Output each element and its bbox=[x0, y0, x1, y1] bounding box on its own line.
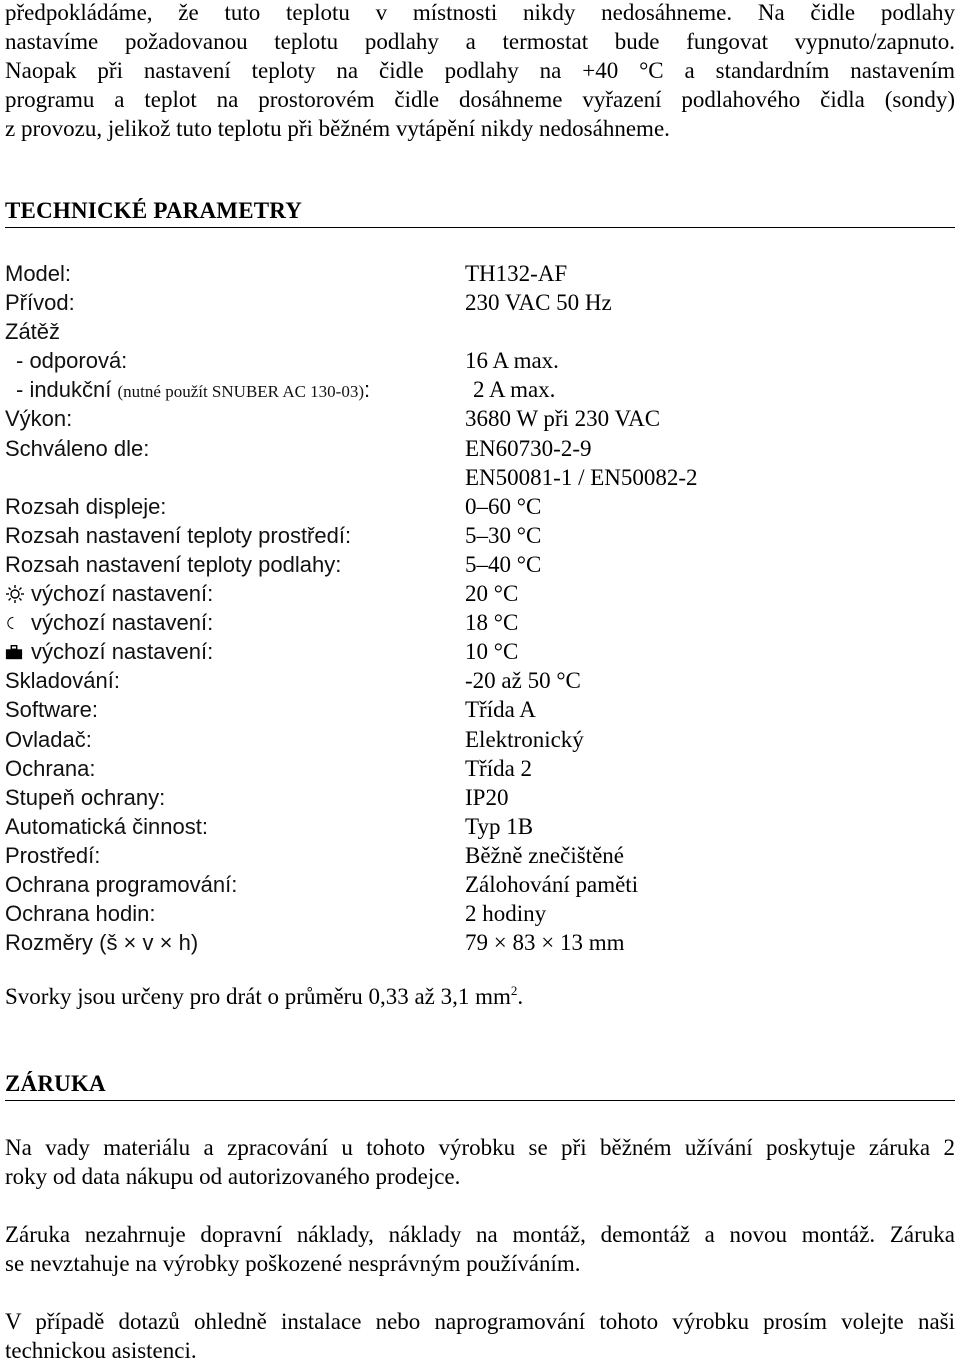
parameter-value: Elektronický bbox=[465, 726, 584, 752]
parameter-row bbox=[5, 579, 955, 608]
parameter-label-text: Model: bbox=[5, 261, 72, 286]
parameter-label bbox=[5, 695, 98, 724]
wires-note-text: Svorky jsou určeny pro drát o průměru 0,33 až 3,1 mm bbox=[5, 984, 511, 1009]
parameter-value: Běžně znečištěné bbox=[465, 842, 624, 868]
parameter-value: 18 °C bbox=[465, 610, 519, 636]
warranty-paragraph-1 bbox=[5, 1133, 955, 1191]
sun-icon bbox=[5, 582, 25, 602]
parameter-label bbox=[5, 579, 213, 608]
parameter-label bbox=[16, 346, 127, 375]
intro-line: programu a teplot na prostorovém čidle dosáhneme vyřazení podlahového čidla (sondy) bbox=[5, 87, 955, 112]
parameter-row bbox=[5, 288, 955, 317]
parameter-label bbox=[5, 492, 166, 521]
parameter-label-text: Prostředí: bbox=[5, 842, 101, 868]
warranty-line: roky od data nákupu od autorizovaného prodejce. bbox=[5, 1164, 461, 1189]
parameter-label-text: Rozměry (š × v × h) bbox=[5, 930, 199, 956]
parameter-value: Zálohování paměti bbox=[465, 871, 639, 897]
parameter-value: EN50081-1 / EN50082-2 bbox=[465, 464, 698, 490]
parameter-label-text: Skladování: bbox=[5, 668, 120, 694]
warranty-line: V případě dotazů ohledně instalace nebo naprogramování tohoto výrobku prosím volejte naši bbox=[5, 1309, 955, 1334]
parameter-label bbox=[5, 317, 60, 346]
parameter-label bbox=[5, 550, 341, 579]
parameter-label-text: Přívod: bbox=[5, 290, 75, 316]
parameter-row bbox=[5, 259, 955, 288]
parameter-row bbox=[5, 666, 955, 695]
parameter-label bbox=[5, 666, 120, 695]
parameter-value: 10 °C bbox=[465, 639, 519, 665]
parameter-row bbox=[5, 608, 955, 637]
parameter-label bbox=[5, 899, 155, 928]
section-title-technical: TECHNICKÉ PARAMETRY bbox=[5, 198, 955, 228]
intro-paragraph bbox=[5, 0, 955, 143]
parameter-row bbox=[5, 492, 955, 521]
parameter-label bbox=[5, 521, 351, 550]
parameter-value: -20 až 50 °C bbox=[465, 668, 581, 694]
parameter-row bbox=[5, 695, 955, 724]
parameter-value: 5–40 °C bbox=[465, 551, 542, 577]
parameter-label bbox=[5, 288, 75, 317]
parameter-label-text: výchozí nastavení: bbox=[31, 639, 214, 665]
parameter-label-text: Rozsah nastavení teploty podlahy: bbox=[5, 551, 342, 577]
wires-note-sup: 2 bbox=[510, 983, 518, 998]
parameter-value: 79 × 83 × 13 mm bbox=[465, 930, 625, 956]
parameter-label-text: Automatická činnost: bbox=[5, 813, 208, 839]
parameter-label bbox=[5, 608, 213, 637]
parameter-row bbox=[5, 899, 955, 928]
warranty-line: se nevztahuje na výrobky poškozené nesprávným používáním. bbox=[5, 1251, 581, 1276]
parameter-label bbox=[5, 754, 96, 783]
parameter-label bbox=[5, 841, 100, 870]
parameter-value: Typ 1B bbox=[465, 813, 534, 839]
parameter-row bbox=[5, 317, 955, 346]
parameter-label bbox=[5, 434, 149, 463]
parameter-value: 230 VAC 50 Hz bbox=[465, 290, 612, 316]
parameter-row bbox=[5, 870, 955, 899]
parameter-row bbox=[5, 754, 955, 783]
parameter-value: 2 hodiny bbox=[465, 901, 547, 927]
parameter-label-text: Výkon: bbox=[5, 406, 73, 432]
parameter-row bbox=[5, 550, 955, 579]
parameter-label-text: výchozí nastavení: bbox=[31, 581, 214, 607]
parameter-label-text: Rozsah nastavení teploty prostředí: bbox=[5, 522, 352, 548]
parameter-row bbox=[5, 463, 955, 492]
parameter-label bbox=[5, 870, 237, 899]
parameter-label-text: Software: bbox=[5, 697, 98, 723]
parameter-label-note: (nutné použít SNUBER AC 130-03) bbox=[117, 382, 365, 402]
warranty-line: Na vady materiálu a zpracování u tohoto výrobku se při běžném užívání poskytuje záruka 2 bbox=[5, 1135, 955, 1160]
parameter-value: TH132-AF bbox=[465, 261, 568, 286]
parameter-label bbox=[5, 725, 92, 754]
parameter-label bbox=[5, 259, 71, 288]
parameter-row bbox=[5, 375, 955, 404]
parameter-label-text: Ochrana hodin: bbox=[5, 901, 156, 927]
wires-note bbox=[5, 983, 523, 1010]
parameter-row bbox=[5, 404, 955, 433]
parameter-value: 16 A max. bbox=[465, 348, 559, 374]
parameter-label-text: - indukční bbox=[16, 377, 112, 403]
parameter-label-text: výchozí nastavení: bbox=[31, 610, 214, 636]
parameter-label bbox=[5, 928, 198, 957]
parameter-row bbox=[5, 521, 955, 550]
parameter-label-text: Ochrana programování: bbox=[5, 871, 238, 897]
parameter-value: 3680 W při 230 VAC bbox=[465, 406, 661, 432]
parameter-label-text: Ovladač: bbox=[5, 726, 92, 752]
wires-note-end: . bbox=[517, 984, 524, 1009]
parameter-row bbox=[5, 637, 955, 666]
parameter-value: Třída A bbox=[465, 697, 536, 723]
parameter-label bbox=[5, 812, 208, 841]
parameter-value: 0–60 °C bbox=[465, 493, 542, 519]
parameter-row bbox=[5, 841, 955, 870]
warranty-line: Záruka nezahrnuje dopravní náklady, náklady na montáž, demontáž a novou montáž. Záruka bbox=[5, 1222, 955, 1247]
parameter-row bbox=[5, 783, 955, 812]
suitcase-icon bbox=[5, 640, 25, 660]
parameter-label-text: Schváleno dle: bbox=[5, 435, 150, 461]
parameter-label-text: Stupeň ochrany: bbox=[5, 784, 166, 810]
intro-line: předpokládáme, že tuto teplotu v místnosti nikdy nedosáhneme. Na čidle podlahy bbox=[5, 0, 955, 25]
parameter-label bbox=[5, 637, 213, 666]
parameter-value: EN60730-2-9 bbox=[465, 435, 592, 461]
parameter-label-text: Zátěž bbox=[5, 319, 61, 345]
parameter-value: 2 A max. bbox=[473, 377, 556, 403]
parameter-label bbox=[16, 375, 370, 406]
parameter-label bbox=[5, 783, 165, 812]
parameter-label-text: - odporová: bbox=[16, 348, 128, 374]
parameter-row bbox=[5, 346, 955, 375]
moon-icon bbox=[5, 611, 25, 631]
warranty-paragraph-2 bbox=[5, 1220, 955, 1278]
parameter-value: IP20 bbox=[465, 784, 509, 810]
parameter-row bbox=[5, 812, 955, 841]
parameter-label-suffix: : bbox=[364, 377, 371, 403]
section-title-warranty: ZÁRUKA bbox=[5, 1071, 955, 1101]
intro-line: z provozu, jelikož tuto teplotu při běžném vytápění nikdy nedosáhneme. bbox=[5, 116, 670, 141]
warranty-line: technickou asistenci. bbox=[5, 1338, 197, 1363]
intro-line: Naopak při nastavení teploty na čidle podlahy na +40 °C a standardním nastavením bbox=[5, 58, 955, 83]
parameter-label-text: Ochrana: bbox=[5, 755, 96, 781]
parameter-value: Třída 2 bbox=[465, 755, 533, 781]
parameters-table bbox=[5, 259, 955, 957]
parameter-label-text: Rozsah displeje: bbox=[5, 493, 167, 519]
parameter-label bbox=[5, 404, 72, 433]
parameter-row bbox=[5, 725, 955, 754]
parameter-row bbox=[5, 434, 955, 463]
warranty-paragraph-3 bbox=[5, 1307, 955, 1365]
intro-line: nastavíme požadovanou teplotu podlahy a termostat bude fungovat vypnuto/zapnuto. bbox=[5, 29, 955, 54]
parameter-value: 5–30 °C bbox=[465, 522, 542, 548]
parameter-row bbox=[5, 928, 955, 957]
parameter-value: 20 °C bbox=[465, 581, 519, 607]
